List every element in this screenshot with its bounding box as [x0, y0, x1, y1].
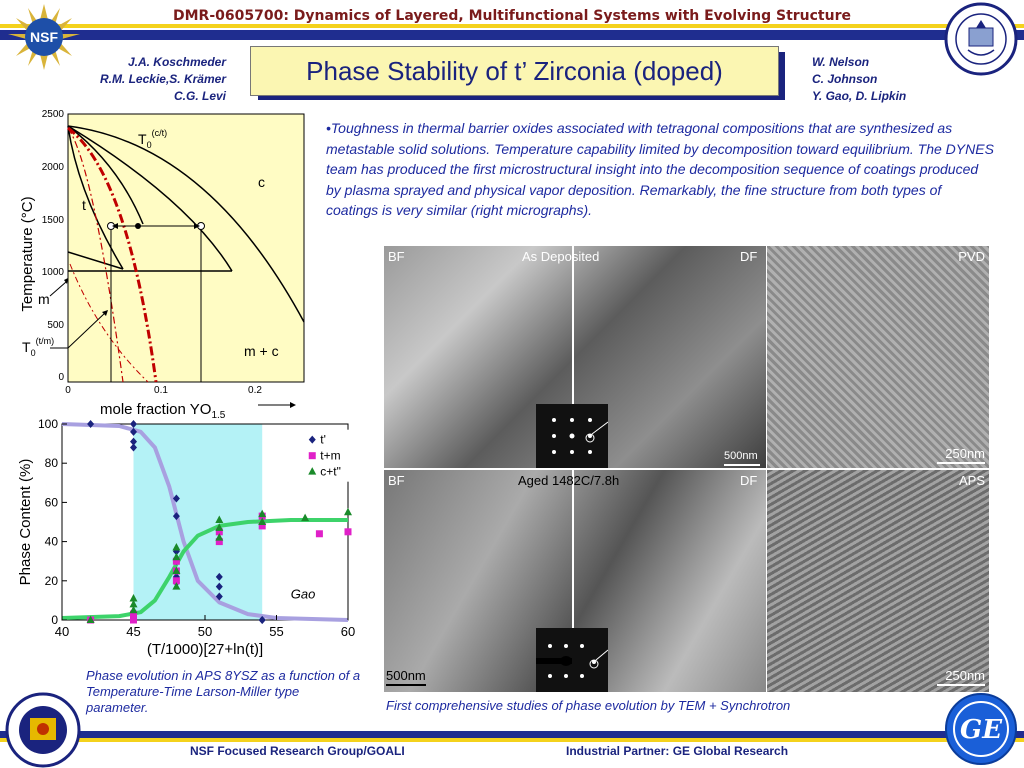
y-tick-label: 40 [44, 534, 58, 549]
scale-bar-label: 500nm [724, 450, 758, 462]
y-tick-label: 80 [44, 456, 58, 471]
authors-left [40, 54, 226, 105]
ge-logo [944, 692, 1018, 766]
caption-right: First comprehensive studies of phase evolution by TEM + Synchrotron [386, 698, 791, 713]
pd-label-c: c [258, 174, 265, 190]
data-point [344, 508, 352, 516]
chart-plot [17, 417, 356, 658]
header-title: DMR-0605700: Dynamics of Layered, Multifunctional Systems with Evolving Structure [172, 8, 851, 24]
data-point [345, 528, 352, 535]
body-bullet: •Toughness in thermal barrier oxides associated with tetragonal compositions that are synthesized as metastable solid solutions. Temperature capability limited by decomposition toward equilibrium. The DYNES team has produced the first microstructural insight into the decomposition sequence of coatings produced by plasma sprayed and physical vapor deposition. Remarkably, the fine structure from both types of coatings is very similar (right micrographs). [326, 120, 994, 218]
ge-logo-text: GE [959, 715, 1003, 745]
pd-x-label-sub: 1.5 [211, 410, 226, 421]
pd-t0ct-main: T [138, 131, 147, 147]
header-stripe-blue [0, 30, 1024, 40]
label-as-deposited: As Deposited [522, 249, 600, 264]
caption-left: Phase evolution in APS 8YSZ as a function of a Temperature-Time Larson-Miller type parameter. [86, 668, 361, 715]
pd-t0tm-main: T [22, 339, 31, 355]
author-right-3: Y. Gao, D. Lipkin [812, 89, 907, 103]
scale-bar-label: 250nm [945, 446, 985, 461]
slide-title: Phase Stability of t’ Zirconia (doped) [250, 46, 779, 96]
scale-bar [937, 462, 985, 464]
label-df: DF [740, 249, 758, 264]
data-point [316, 530, 323, 537]
nsf-logo-text: NSF [30, 29, 58, 45]
chart-annotation: Gao [290, 586, 316, 602]
x-axis-label: (T/1000)[27+ln(t)] [146, 641, 264, 658]
scale-bar [937, 684, 985, 686]
pd-x-label-main: mole fraction YO [100, 401, 212, 418]
header-stripe-yellow [0, 24, 1024, 28]
author-right-1: W. Nelson [812, 55, 870, 69]
label-bf: BF [388, 249, 405, 264]
scale-bar-label: 500nm [386, 668, 426, 683]
pd-xtick: 0.1 [154, 385, 168, 396]
micrograph-aged [384, 470, 766, 692]
pd-label-t: t [82, 197, 86, 213]
diffraction-pattern-inset [536, 628, 608, 692]
label-bf: BF [388, 473, 405, 488]
x-tick-label: 45 [126, 624, 141, 639]
legend-marker [309, 452, 316, 459]
pd-ytick: 1500 [41, 215, 64, 226]
author-left-2: R.M. Leckie,S. Krämer [99, 72, 226, 86]
label-pvd: PVD [958, 249, 985, 264]
x-tick-label: 55 [269, 624, 284, 639]
pd-label-mc: m + c [244, 343, 279, 359]
micrograph-as-deposited [384, 246, 766, 468]
pd-y-axis-label: Temperature (°C) [19, 196, 36, 312]
author-left-1: J.A. Koschmeder [127, 55, 226, 69]
pd-ytick: 2500 [41, 109, 64, 120]
pd-ytick: 0 [58, 372, 64, 383]
legend-label: t+m [320, 448, 341, 463]
pd-xtick: 0.2 [248, 385, 262, 396]
x-tick-label: 50 [197, 624, 213, 639]
pd-t0ct-sub: 0 [146, 140, 152, 150]
pd-t0tm-sup: (t/m) [35, 336, 55, 346]
pd-t0ct-sup: (c/t) [151, 128, 168, 138]
y-tick-label: 60 [44, 495, 58, 510]
pd-ytick: 500 [47, 320, 64, 331]
pd-ytick: 1000 [41, 267, 64, 278]
label-aps: APS [958, 473, 985, 488]
pd-xtick: 0 [65, 385, 71, 396]
footer-right: Industrial Partner: GE Global Research [566, 744, 789, 758]
pd-ytick: 2000 [41, 162, 64, 173]
phase-content-chart [10, 416, 360, 666]
scale-bar-label: 250nm [945, 668, 985, 683]
x-tick-label: 40 [54, 624, 70, 639]
y-tick-label: 100 [37, 417, 58, 431]
micrograph-aps [767, 470, 989, 692]
um-seal-logo [4, 692, 82, 768]
data-point [301, 514, 309, 522]
x-tick-label: 60 [340, 624, 356, 639]
scale-bar [724, 464, 760, 466]
y-axis-label: Phase Content (%) [17, 458, 34, 586]
micrograph-pvd [767, 246, 989, 468]
y-tick-label: 0 [51, 613, 58, 627]
author-right-2: C. Johnson [812, 72, 878, 86]
pd-label-t0tm [22, 336, 54, 358]
phase-diagram [8, 104, 308, 422]
y-tick-label: 20 [44, 573, 58, 588]
label-df: DF [740, 473, 758, 488]
footer-left: NSF Focused Research Group/GOALI [190, 744, 405, 758]
pd-label-m: m [38, 291, 50, 307]
legend-label: c+t" [320, 464, 341, 479]
scale-bar [386, 684, 426, 686]
authors-right [812, 54, 982, 105]
label-aged: Aged 1482C/7.8h [518, 473, 620, 488]
phase-diagram-plot-area [68, 114, 304, 382]
legend-label: t' [320, 432, 326, 447]
pd-t0tm-sub: 0 [30, 348, 36, 358]
author-left-3: C.G. Levi [173, 89, 226, 103]
diffraction-pattern-inset [536, 404, 608, 468]
footer-stripe-yellow [0, 738, 1024, 742]
